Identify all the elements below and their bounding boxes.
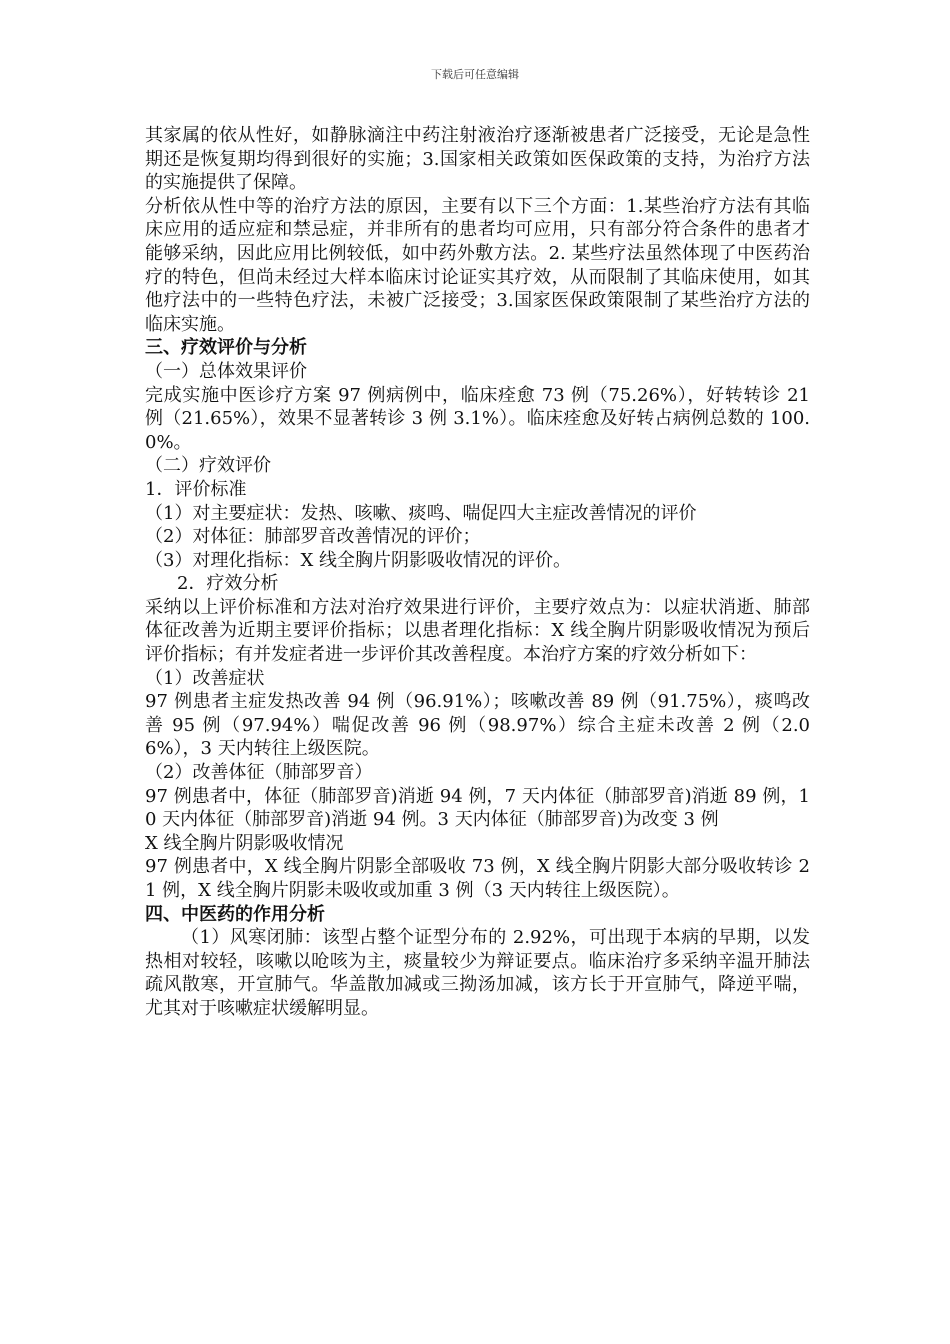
- page-header-note: 下载后可任意编辑: [431, 68, 519, 81]
- subheading-efficacy-evaluation: （二）疗效评价: [145, 455, 271, 477]
- item-efficacy-analysis: 2．疗效分析: [177, 573, 279, 595]
- paragraph-xray-results: 97 例患者中，X 线全胸片阴影全部吸收 73 例，X 线全胸片阴影大部分吸收转诊 21 例，X 线全胸片阴影未吸收或加重 3 例（3 天内转往上级医院）。: [145, 856, 810, 901]
- subheading-xray-absorption: X 线全胸片阴影吸收情况: [145, 832, 344, 854]
- criteria-signs: （2）对体征：肺部罗音改善情况的评价；: [145, 526, 481, 548]
- subheading-overall-evaluation: （一）总体效果评价: [145, 360, 307, 382]
- paragraph-wind-cold-lung: （1）风寒闭肺：该型占整个证型分布的 2.92%，可出现于本病的早期，以发热相对较轻，咳嗽以呛咳为主，痰量较少为辩证要点。临床治疗多采纳辛温开肺法疏风散寒，开宣肺气。华盖散加减或三拗汤加减，该方长于开宣肺气，降逆平喘，尤其对于咳嗽症状缓解明显。: [145, 927, 810, 1019]
- section-heading-efficacy: 三、疗效评价与分析: [145, 337, 307, 359]
- paragraph-compliance-reasons: 其家属的依从性好，如静脉滴注中药注射液治疗逐渐被患者广泛接受，无论是急性期还是恢复期均得到很好的实施；3.国家相关政策如医保政策的支持，为治疗方法的实施提供了保障。: [145, 125, 810, 194]
- criteria-lab-indicators: （3）对理化指标：X 线全胸片阴影吸收情况的评价。: [145, 549, 571, 571]
- subheading-improve-symptoms: （1）改善症状: [145, 667, 265, 689]
- paragraph-analysis-method: 采纳以上评价标准和方法对治疗效果进行评价，主要疗效点为：以症状消逝、肺部体征改善为近期主要评价指标；以患者理化指标：X 线全胸片阴影吸收情况为预后评价指标；有并发症者进一步评价其改善程度。本治疗方案的疗效分析如下：: [145, 596, 810, 666]
- item-evaluation-criteria: 1．评价标准: [145, 478, 247, 500]
- paragraph-signs-results: 97 例患者中，体征（肺部罗音)消逝 94 例，7 天内体征（肺部罗音)消逝 89 例，10 天内体征（肺部罗音)消逝 94 例。3 天内体征（肺部罗音)为改变 3 例: [145, 785, 810, 831]
- paragraph-moderate-compliance: 分析依从性中等的治疗方法的原因，主要有以下三个方面：1.某些治疗方法有其临床应用的适应症和禁忌症，并非所有的患者均可应用，只有部分符合条件的患者才能够采纳，因此应用比例较低，如中药外敷方法。2. 某些疗法虽然体现了中医药治疗的特色，但尚未经过大样本临床讨论证实其疗效，从而限制了其临床使用，如其他疗法中的一些特色疗法，未被广泛接受；3.国家医保政策限制了某些治疗方法的临床实施。: [145, 195, 810, 335]
- paragraph-symptom-results: 97 例患者主症发热改善 94 例（96.91%）；咳嗽改善 89 例（91.75%），痰鸣改善 95 例（97.94%）喘促改善 96 例（98.97%）综合主症未改善 2 例（2.06%），3 天内转往上级医院。: [145, 691, 810, 760]
- subheading-improve-signs: （2）改善体征（肺部罗音）: [145, 762, 373, 784]
- document-body: [145, 124, 810, 1021]
- section-heading-tcm-role: 四、中医药的作用分析: [145, 903, 325, 925]
- paragraph-overall-results: 完成实施中医诊疗方案 97 例病例中，临床痊愈 73 例（75.26%），好转转诊 21 例（21.65%），效果不显著转诊 3 例 3.1%）。临床痊愈及好转占病例总数的 100.0%。: [145, 384, 810, 453]
- criteria-main-symptoms: （1）对主要症状：发热、咳嗽、痰鸣、喘促四大主症改善情况的评价: [145, 502, 697, 524]
